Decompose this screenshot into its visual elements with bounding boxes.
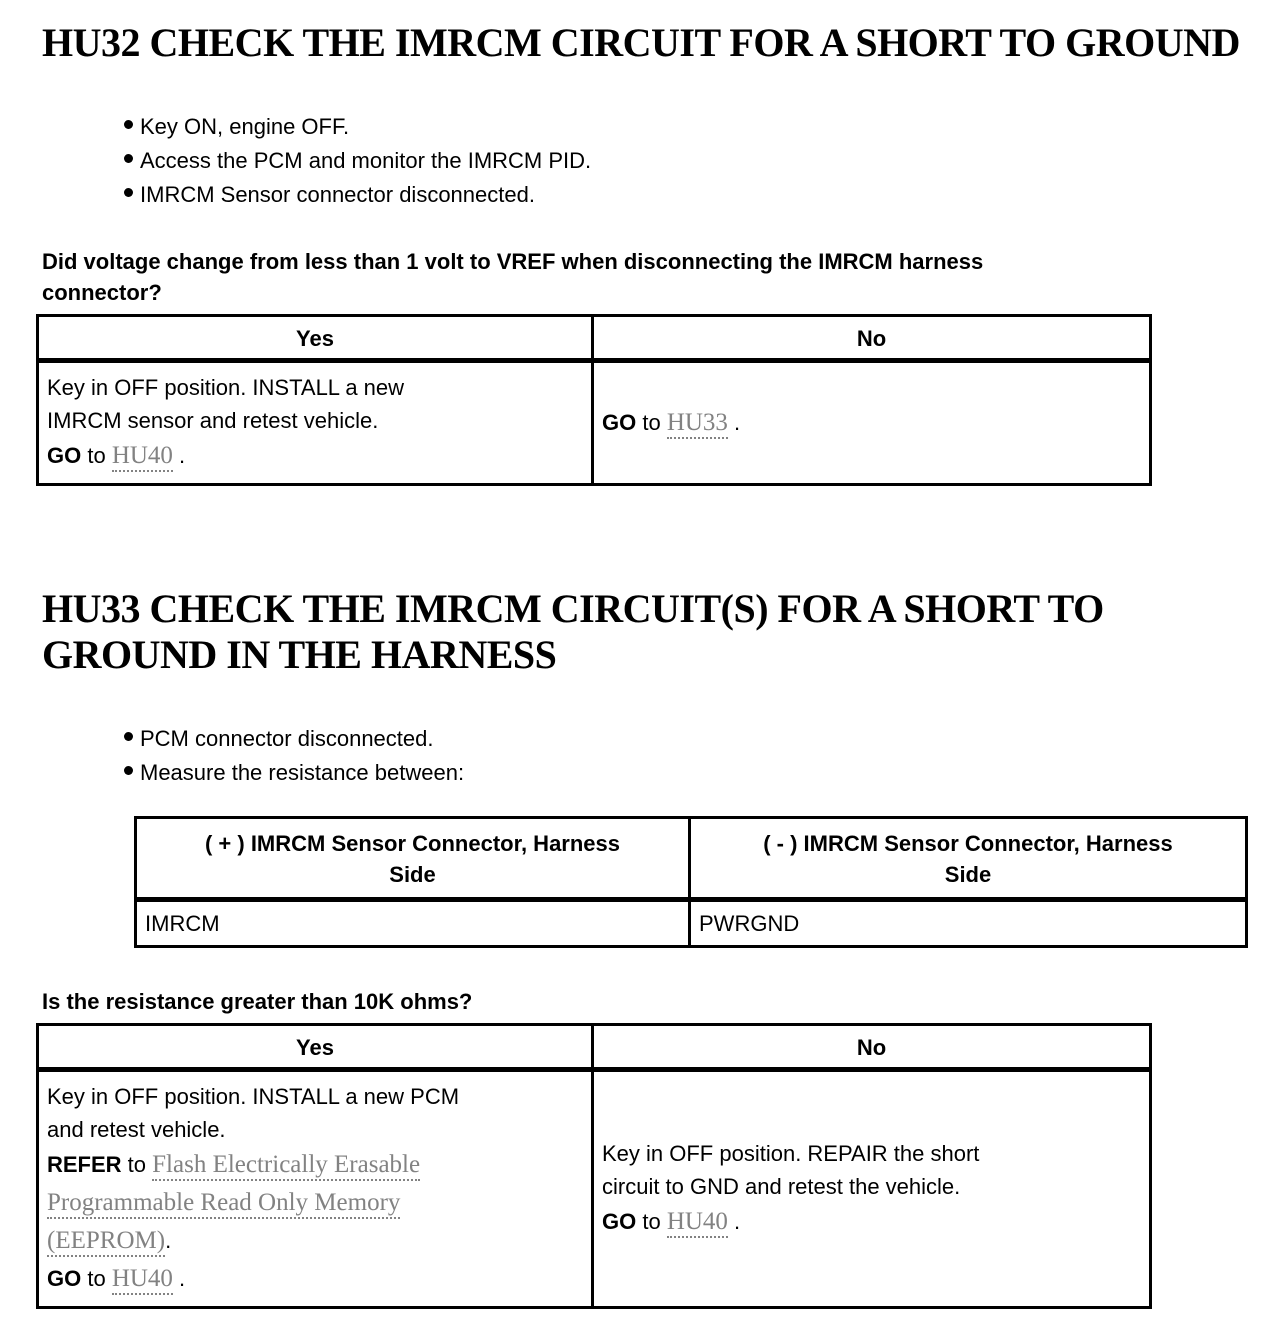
- hu40-link[interactable]: HU40: [112, 442, 173, 472]
- goto-verb: GO: [47, 443, 82, 468]
- no-action-cell: [594, 1072, 1149, 1306]
- refer-suffix: .: [165, 1228, 172, 1253]
- goto-rest: to: [81, 443, 112, 468]
- bullet-text: Measure the resistance between:: [140, 760, 465, 785]
- goto-rest: to: [81, 1266, 112, 1291]
- eeprom-link[interactable]: (EEPROM): [47, 1227, 165, 1257]
- goto-verb: GO: [602, 410, 637, 435]
- section-title-hu33: [42, 586, 1280, 678]
- hu32-question: [42, 246, 1280, 308]
- refer-verb: REFER: [47, 1152, 122, 1177]
- refer-rest: to: [121, 1152, 153, 1177]
- header-line: Side: [389, 862, 436, 887]
- list-item: [124, 110, 1280, 144]
- bullet-text: Access the PCM and monitor the IMRCM PID.: [140, 148, 592, 173]
- goto-suffix: .: [172, 1266, 186, 1291]
- goto-rest: to: [636, 1209, 667, 1234]
- action-line: IMRCM sensor and retest vehicle.: [47, 408, 379, 433]
- bullet-text: IMRCM Sensor connector disconnected.: [140, 182, 535, 207]
- action-line: Key in OFF position. INSTALL a new PCM: [47, 1084, 460, 1109]
- bullet-icon: [124, 732, 133, 741]
- goto-suffix: .: [172, 443, 186, 468]
- bullet-icon: [124, 154, 133, 163]
- goto-verb: GO: [602, 1209, 637, 1234]
- section-title-hu32: HU32 CHECK THE IMRCM CIRCUIT FOR A SHORT TO GROUND: [42, 20, 1240, 65]
- bullet-text: Key ON, engine OFF.: [140, 114, 350, 139]
- list-item: [124, 178, 1280, 212]
- refer-line: [47, 1146, 581, 1184]
- goto-line: [47, 437, 581, 475]
- bullet-text: PCM connector disconnected.: [140, 726, 434, 751]
- hu32-decision-table: [36, 314, 1152, 486]
- yes-column-header: Yes: [39, 317, 594, 363]
- plus-connector-header: [137, 819, 691, 902]
- goto-line: [602, 1203, 1139, 1241]
- eeprom-link[interactable]: Programmable Read Only Memory: [47, 1189, 400, 1219]
- refer-line: [47, 1184, 581, 1222]
- action-line: circuit to GND and retest the vehicle.: [602, 1174, 961, 1199]
- minus-connector-header: [691, 819, 1245, 902]
- hu33-question: Is the resistance greater than 10K ohms?: [42, 989, 473, 1014]
- resistance-measure-table: [134, 816, 1248, 948]
- goto-line: [47, 1260, 581, 1298]
- bullet-icon: [124, 766, 133, 775]
- no-column-header: No: [594, 1026, 1149, 1072]
- hu33-link[interactable]: HU33: [667, 409, 728, 439]
- hu40-link[interactable]: HU40: [667, 1208, 728, 1238]
- yes-action-cell: [39, 363, 594, 483]
- goto-suffix: .: [727, 1209, 741, 1234]
- yes-action-cell: [39, 1072, 594, 1306]
- header-line: ( - ) IMRCM Sensor Connector, Harness: [763, 831, 1173, 856]
- title-line: HU33 CHECK THE IMRCM CIRCUIT(S) FOR A SHORT TO: [42, 586, 1104, 631]
- action-line: and retest vehicle.: [47, 1117, 226, 1142]
- hu40-link[interactable]: HU40: [112, 1265, 173, 1295]
- bullet-icon: [124, 120, 133, 129]
- header-line: Side: [944, 862, 992, 887]
- pinpoint-test-page: [0, 20, 1280, 1334]
- hu33-decision-table: [36, 1023, 1152, 1309]
- list-item: [124, 144, 1280, 178]
- yes-column-header: Yes: [39, 1026, 594, 1072]
- header-line: ( + ) IMRCM Sensor Connector, Harness: [204, 831, 621, 856]
- bullet-icon: [124, 188, 133, 197]
- hu33-test-steps: [124, 722, 1280, 790]
- hu32-test-steps: [124, 110, 1280, 212]
- list-item: [124, 722, 1280, 756]
- no-column-header: No: [594, 317, 1149, 363]
- plus-pin-value: IMRCM: [137, 902, 691, 945]
- question-line: Did voltage change from less than 1 volt to VREF when disconnecting the IMRCM harness: [42, 249, 984, 274]
- no-action-cell: [594, 363, 1149, 483]
- eeprom-link[interactable]: Flash Electrically Erasable: [152, 1151, 420, 1181]
- list-item: [124, 756, 1280, 790]
- goto-verb: GO: [47, 1266, 82, 1291]
- goto-line: [602, 404, 1139, 442]
- goto-suffix: .: [727, 410, 741, 435]
- action-line: Key in OFF position. INSTALL a new: [47, 375, 405, 400]
- goto-rest: to: [636, 410, 667, 435]
- title-line: GROUND IN THE HARNESS: [42, 632, 557, 677]
- refer-line: [47, 1222, 581, 1260]
- minus-pin-value: PWRGND: [699, 911, 800, 936]
- question-line: connector?: [42, 280, 162, 305]
- action-line: Key in OFF position. REPAIR the short: [602, 1141, 980, 1166]
